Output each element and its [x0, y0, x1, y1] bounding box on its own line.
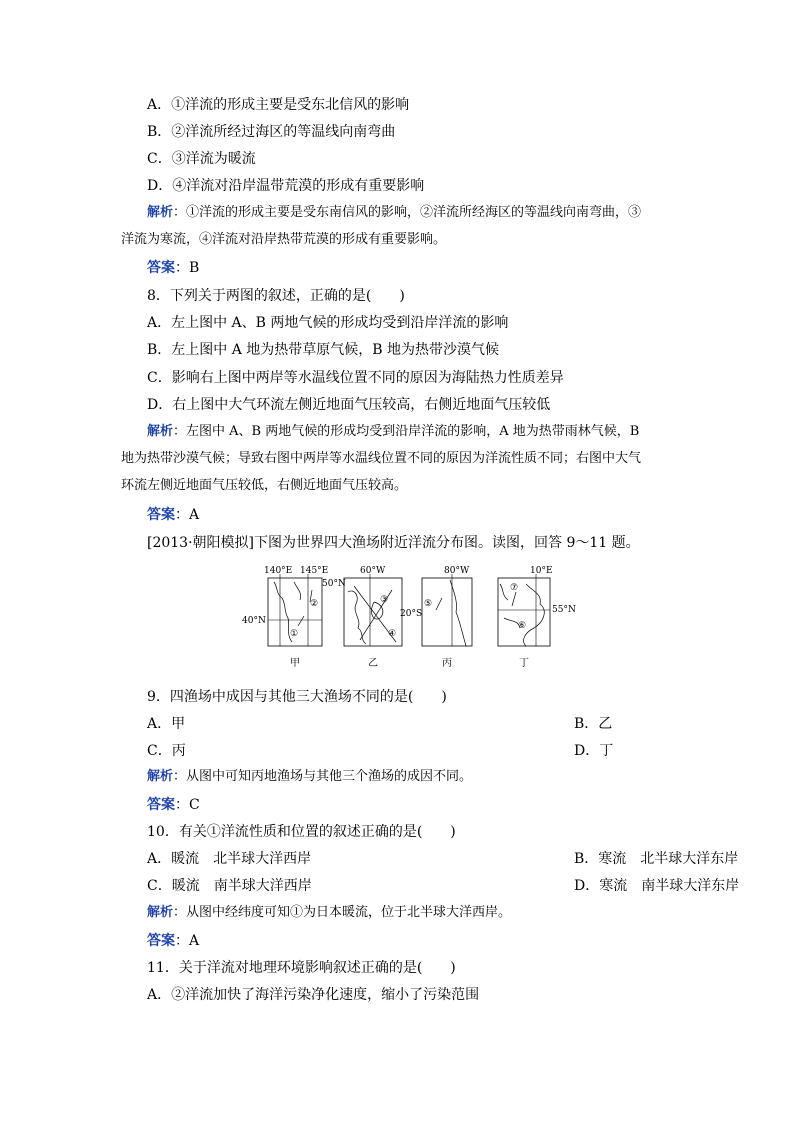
label-10e: 10°E: [530, 566, 553, 576]
q8-option-a: A．左上图中 A、B 两地气候的形成均受到沿岸洋流的影响: [147, 315, 509, 331]
label-80w: 80°W: [444, 566, 470, 576]
q11-option-a: A．②洋流加快了海洋污染净化速度，缩小了污染范围: [147, 987, 480, 1003]
explanation-text: ：①洋流的形成主要是受东南信风的影响，②洋流所经海区的等温线向南弯曲，③: [173, 205, 642, 220]
q11-stem: 11．关于洋流对地理环境影响叙述正确的是( ): [147, 960, 456, 976]
q7-option-d: D．④洋流对沿岸温带荒漠的形成有重要影响: [147, 178, 425, 194]
q8-explanation-line2: 地为热带沙漠气候；导致右图中两岸等水温线位置不同的原因为洋流性质不同；右图中大气: [121, 451, 642, 466]
explanation-label: 解析: [147, 205, 174, 220]
label-55n: 55°N: [552, 605, 576, 615]
answer-value: ：A: [175, 933, 200, 949]
label-145e: 145°E: [300, 566, 329, 576]
q9-answer: [147, 795, 200, 815]
q10-option-a: A．暖流 北半球大洋西岸: [147, 851, 312, 867]
questions-intro: [2013·朝阳模拟]下图为世界四大渔场附近洋流分布图。读图，回答 9～11 题。: [147, 535, 640, 551]
answer-value: ：C: [175, 797, 200, 813]
q8-explanation-line1: [147, 422, 639, 442]
answer-label: 答案: [147, 260, 175, 276]
explanation-label: 解析: [147, 424, 174, 439]
map-yi: [344, 566, 402, 669]
label-60w: 60°W: [360, 566, 386, 576]
q7-explanation-line1: [147, 203, 641, 223]
current-1-label: ①: [290, 629, 299, 639]
q10-explanation: [147, 903, 511, 923]
q8-option-b: B．左上图中 A 地为热带草原气候，B 地为热带沙漠气候: [147, 342, 500, 358]
explanation-label: 解析: [147, 769, 174, 784]
map-ding: [498, 566, 576, 669]
q9-option-b: B．乙: [574, 716, 613, 732]
q8-explanation-line3: 环流左侧近地面气压较低，右侧近地面气压较高。: [121, 478, 408, 493]
q9-option-a: A．甲: [147, 716, 186, 732]
current-2-label: ②: [310, 599, 319, 609]
current-7-label: ⑦: [510, 583, 519, 593]
caption-yi: 乙: [368, 658, 378, 669]
q7-option-a: A．①洋流的形成主要是受东北信风的影响: [147, 97, 410, 113]
answer-label: 答案: [147, 933, 175, 949]
q7-option-b: B．②洋流所经过海区的等温线向南弯曲: [147, 124, 396, 140]
q9-options-row2: [147, 741, 614, 761]
current-6-label: ⑥: [518, 621, 527, 631]
q9-stem: 9．四渔场中成因与其他三大渔场不同的是( ): [147, 689, 447, 705]
caption-jia: 甲: [290, 658, 300, 669]
q8-option-c: C．影响右上图中两岸等水温线位置不同的原因为海陆热力性质差异: [147, 370, 564, 386]
explanation-text: ：从图中经纬度可知①为日本暖流，位于北半球大洋西岸。: [173, 905, 512, 920]
current-5-label: ⑤: [424, 599, 433, 609]
q7-explanation-line2: 洋流为寒流，④洋流对沿岸热带荒漠的形成有重要影响。: [121, 232, 447, 247]
explanation-text: ：左图中 A、B 两地气候的形成均受到沿岸洋流的影响，A 地为热带雨林气候，B: [173, 424, 640, 439]
current-4-label: ④: [388, 629, 397, 639]
q10-option-c: C．暖流 南半球大洋西岸: [147, 878, 312, 894]
current-3-label: ③: [380, 595, 389, 605]
answer-value: ：B: [175, 260, 200, 276]
fishing-grounds-figure: [242, 562, 576, 672]
q7-option-c: C．③洋流为暖流: [147, 151, 256, 167]
q10-options-row1: [147, 849, 739, 869]
explanation-label: 解析: [147, 905, 174, 920]
q8-stem: 8．下列关于两图的叙述，正确的是( ): [147, 288, 405, 304]
label-50n: 50°N: [322, 579, 346, 589]
q9-explanation: [147, 767, 472, 787]
map-jia: [242, 566, 346, 669]
answer-value: ：A: [175, 507, 200, 523]
q9-option-d: D．丁: [574, 743, 614, 759]
label-140e: 140°E: [264, 566, 293, 576]
q10-stem: 10．有关①洋流性质和位置的叙述正确的是( ): [147, 824, 456, 840]
caption-bing: 丙: [442, 658, 452, 669]
fishing-grounds-maps: [242, 562, 576, 672]
label-40n: 40°N: [242, 616, 266, 626]
q10-answer: [147, 931, 199, 951]
q7-answer: [147, 258, 199, 278]
caption-ding: 丁: [519, 658, 529, 669]
q10-option-b: B．寒流 北半球大洋东岸: [574, 851, 739, 867]
q9-option-c: C．丙: [147, 743, 186, 759]
answer-label: 答案: [147, 507, 175, 523]
label-20s: 20°S: [400, 609, 423, 619]
q10-option-d: D．寒流 南半球大洋东岸: [574, 878, 740, 894]
map-bing: [400, 566, 472, 669]
q10-options-row2: [147, 876, 740, 896]
q9-options-row1: [147, 714, 613, 734]
q8-option-d: D．右上图中大气环流左侧近地面气压较高，右侧近地面气压较低: [147, 397, 551, 413]
q8-answer: [147, 505, 199, 525]
explanation-text: ：从图中可知丙地渔场与其他三个渔场的成因不同。: [173, 769, 473, 784]
answer-label: 答案: [147, 797, 175, 813]
